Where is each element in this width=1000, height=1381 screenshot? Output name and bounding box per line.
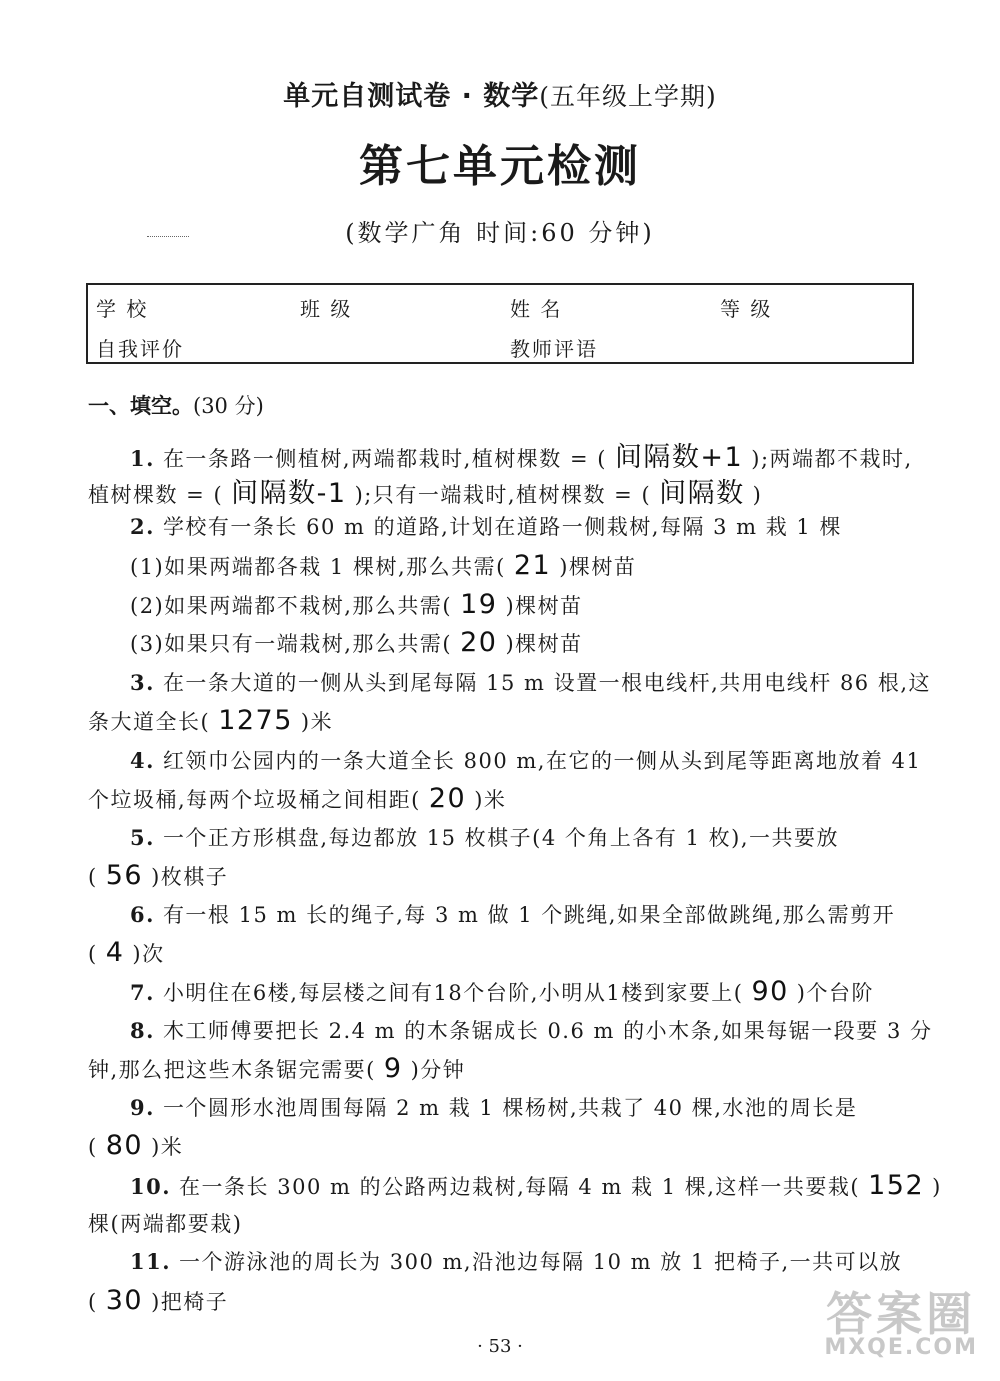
info-self-eval-label: 自我评价	[96, 337, 184, 361]
question-line	[88, 705, 333, 736]
section-heading	[88, 390, 264, 420]
question-line	[88, 1285, 228, 1316]
handwritten-answer: 80	[105, 1130, 144, 1161]
question-text: 一个圆形水池周围每隔 2 m 栽 1 棵杨树,共栽了 40 棵,水池的周长是	[162, 1096, 858, 1120]
section-points: (30 分)	[193, 394, 264, 418]
question-text: )米	[151, 1135, 184, 1159]
book-header	[0, 74, 1000, 113]
question-text: )分钟	[410, 1058, 466, 1082]
question-text: )	[752, 483, 763, 507]
question-line	[130, 976, 874, 1007]
handwritten-answer: 19	[460, 589, 498, 620]
page-subtitle: (数学广角 时间:60 分钟)	[345, 219, 655, 247]
handwritten-answer: 90	[751, 976, 789, 1007]
question-text: 在一条大道的一侧从头到尾每隔 15 m 设置一根电线杆,共用电线杆 86 根,这	[162, 671, 932, 695]
question-number: 6.	[130, 902, 155, 927]
question-text: 植树棵数 = (	[88, 483, 224, 507]
handwritten-answer: 20	[428, 783, 467, 814]
book-header-grade: (五年级上学期)	[539, 82, 717, 111]
question-line	[88, 471, 762, 510]
info-name-label: 姓 名	[510, 297, 563, 321]
question-text: )个台阶	[796, 981, 874, 1005]
question-line	[130, 745, 921, 775]
question-text: (	[88, 1135, 98, 1159]
question-number: 2.	[130, 514, 155, 539]
question-line	[130, 435, 913, 474]
question-number: 1.	[130, 446, 155, 471]
handwritten-answer: 4	[105, 937, 125, 968]
handwritten-answer: 152	[868, 1170, 925, 1201]
handwritten-answer: 9	[383, 1053, 403, 1084]
question-line	[130, 1092, 857, 1122]
question-text: )棵树苗	[559, 555, 637, 579]
handwritten-answer: 间隔数+1	[614, 442, 744, 473]
question-text: (	[88, 1290, 98, 1314]
question-text: 学校有一条长 60 m 的道路,计划在道路一侧栽树,每隔 3 m 栽 1 棵	[162, 515, 842, 539]
question-number: 5.	[130, 825, 155, 850]
question-text: 个垃圾桶,每两个垃圾桶之间相距(	[88, 788, 421, 812]
question-text: (2)如果两端都不栽树,那么共需(	[130, 594, 453, 618]
question-text: (	[88, 942, 98, 966]
question-text: (	[88, 865, 98, 889]
question-line	[130, 1246, 902, 1276]
watermark-logo	[824, 1287, 978, 1360]
question-text: 在一条长 300 m 的公路两边栽树,每隔 4 m 栽 1 棵,这样一共要栽(	[179, 1175, 861, 1199]
question-text: );只有一端栽时,植树棵数 = (	[354, 483, 652, 507]
page-number: · 53 ·	[477, 1336, 523, 1357]
question-number: 8.	[130, 1018, 155, 1043]
question-text: 在一条路一侧植树,两端都栽时,植树棵数 = (	[162, 447, 607, 471]
handwritten-answer: 20	[460, 627, 498, 658]
question-text: 小明住在6楼,每层楼之间有18个台阶,小明从1楼到家要上(	[162, 981, 744, 1005]
handwritten-answer: 21	[513, 550, 552, 581]
question-text: )	[932, 1175, 942, 1199]
info-class-label: 班 级	[300, 297, 353, 321]
question-line	[130, 1015, 933, 1045]
question-text: 条大道全长(	[88, 710, 211, 734]
question-line	[130, 667, 931, 697]
question-line	[88, 783, 506, 814]
question-number: 3.	[130, 670, 155, 695]
question-number: 4.	[130, 748, 155, 773]
info-grade-label: 等 级	[720, 297, 773, 321]
question-number: 11.	[130, 1249, 172, 1274]
section-label: 一、填空。	[88, 394, 193, 418]
question-number: 10.	[130, 1174, 172, 1199]
info-teacher-eval-label: 教师评语	[510, 337, 598, 361]
decorative-dash	[147, 236, 189, 237]
question-line	[130, 589, 583, 620]
question-text: (1)如果两端都各栽 1 棵树,那么共需(	[130, 555, 506, 579]
question-number: 7.	[130, 980, 155, 1005]
question-text: )米	[474, 788, 507, 812]
question-line	[88, 1208, 242, 1238]
question-text: 红领巾公园内的一条大道全长 800 m,在它的一侧从头到尾等距离地放着 41	[162, 749, 922, 773]
handwritten-answer: 1275	[218, 705, 293, 736]
question-line	[130, 899, 895, 929]
watermark-url: MXQE.COM	[824, 1335, 978, 1360]
question-line	[88, 937, 165, 968]
question-text: 一个正方形棋盘,每边都放 15 枚棋子(4 个角上各有 1 枚),一共要放	[162, 826, 839, 850]
question-line	[88, 1053, 465, 1084]
question-text: )米	[300, 710, 334, 734]
question-line	[130, 1170, 942, 1201]
handwritten-answer: 间隔数	[659, 478, 745, 509]
page-title: 第七单元检测	[359, 141, 641, 192]
question-text: 钟,那么把这些木条锯完需要(	[88, 1058, 376, 1082]
question-text: (3)如果只有一端栽树,那么共需(	[130, 632, 453, 656]
question-text: 一个游泳池的周长为 300 m,沿池边每隔 10 m 放 1 把椅子,一共可以放	[179, 1250, 903, 1274]
question-line	[88, 1130, 183, 1161]
question-number: 9.	[130, 1095, 155, 1120]
watermark-main: 答案圈	[826, 1287, 977, 1341]
question-line	[130, 550, 636, 581]
question-text: )枚棋子	[151, 865, 229, 889]
question-text: )次	[132, 942, 165, 966]
handwritten-answer: 间隔数-1	[231, 478, 347, 509]
question-text: )棵树苗	[505, 632, 583, 656]
question-text: )把椅子	[151, 1290, 229, 1314]
handwritten-answer: 56	[105, 860, 144, 891]
question-text: 棵(两端都要栽)	[88, 1212, 243, 1236]
question-text: 木工师傅要把长 2.4 m 的木条锯成长 0.6 m 的小木条,如果每锯一段要 3 分	[162, 1019, 933, 1043]
question-line	[130, 511, 842, 541]
question-text: );两端都不栽时,	[751, 447, 913, 471]
question-line	[130, 822, 839, 852]
handwritten-answer: 30	[105, 1285, 144, 1316]
question-text: )棵树苗	[505, 594, 583, 618]
question-line	[130, 627, 583, 658]
question-text: 有一根 15 m 长的绳子,每 3 m 做 1 个跳绳,如果全部做跳绳,那么需剪开	[162, 903, 896, 927]
book-header-main: 单元自测试卷 · 数学	[283, 81, 540, 112]
student-info-box	[86, 283, 914, 364]
question-line	[88, 860, 228, 891]
info-school-label: 学 校	[96, 297, 149, 321]
